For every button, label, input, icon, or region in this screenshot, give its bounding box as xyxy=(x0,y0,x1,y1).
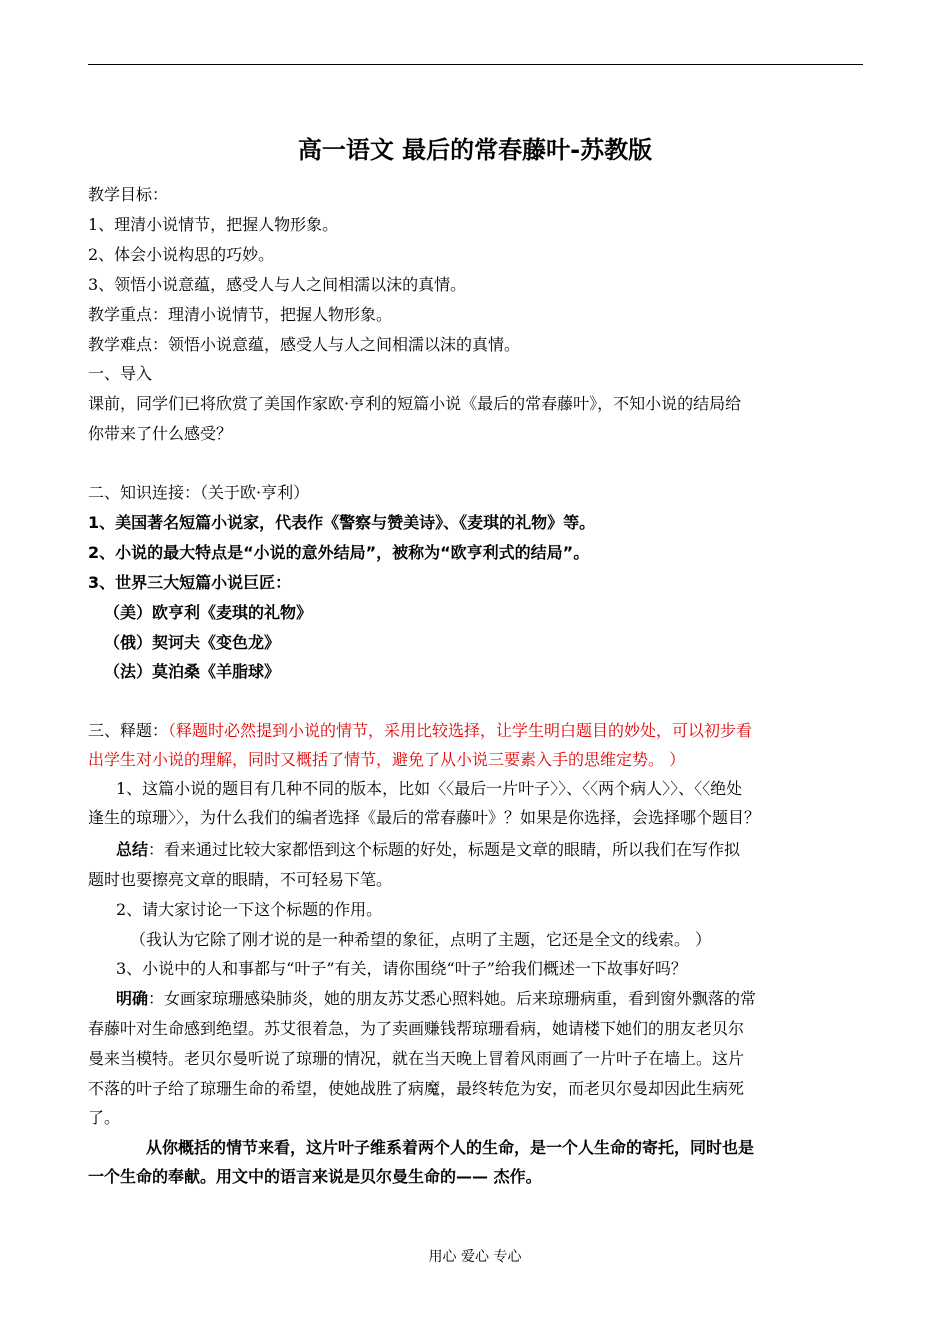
section2-heading: 二、知识连接：（关于欧·亨利） xyxy=(88,483,310,502)
section3-note-line2: 出学生对小说的理解，同时又概括了情节，避免了从小说三要素入手的思维定势。 ） xyxy=(88,750,686,769)
clarify-line1 xyxy=(116,987,864,1011)
clarify-label: 明确 xyxy=(116,989,149,1008)
section1-heading: 一、导入 xyxy=(88,364,153,383)
goal-item-3: 3、领悟小说意蕴，感受人与人之间相濡以沫的真情。 xyxy=(88,275,467,294)
page-title: 高一语文 最后的常春藤叶-苏教版 xyxy=(297,136,653,164)
clarify-line3: 曼来当模特。老贝尔曼听说了琼珊的情况，就在当天晚上冒着风雨画了一片叶子在墙上。这片 xyxy=(88,1049,745,1068)
summary-line2: 题时也要擦亮文章的眼睛，不可轻易下笔。 xyxy=(88,870,393,889)
summary-label: 总结 xyxy=(116,840,149,859)
page-footer: 用心 爱心 专心 xyxy=(428,1249,522,1265)
section3-heading-line xyxy=(88,719,864,743)
question1-line2: 逢生的琼珊〉〉，为什么我们的编者选择《最后的常春藤叶》？如果是你选择，会选择哪个题目？ xyxy=(88,808,761,827)
question1-line1: 1、这篇小说的题目有几种不同的版本，比如〈〈最后一片叶子〉〉、〈〈两个病人〉〉、〈〈绝处 xyxy=(116,779,743,798)
header-rule xyxy=(88,64,863,65)
section1-text-line1: 课前，同学们已将欣赏了美国作家欧·亨利的短篇小说《最后的常春藤叶》，不知小说的结局给 xyxy=(88,394,742,413)
clarify-line4: 不落的叶子给了琼珊生命的希望，使她战胜了病魔，最终转危为安，而老贝尔曼却因此生病死 xyxy=(88,1079,745,1098)
master-1: （美）欧亨利《麦琪的礼物》 xyxy=(104,603,313,622)
section2-item-3: 3、世界三大短篇小说巨匠： xyxy=(88,573,292,592)
summary-line1 xyxy=(116,838,864,862)
master-3: （法）莫泊桑《羊脂球》 xyxy=(104,662,281,681)
question3: 3、小说中的人和事都与“叶子”有关，请你围绕“叶子”给我们概述一下故事好吗？ xyxy=(116,959,687,978)
section2-item-2: 2、小说的最大特点是“小说的意外结局”，被称为“欧亨利式的结局”。 xyxy=(88,543,590,562)
goals-heading: 教学目标： xyxy=(88,185,169,204)
section3-note-line1: （释题时必然提到小说的情节，采用比较选择，让学生明白题目的妙处，可以初步看 xyxy=(168,721,753,740)
conclusion-line1: 从你概括的情节来看，这片叶子维系着两个人的生命，是一个人生命的寄托，同时也是 xyxy=(146,1138,755,1157)
clarify-text: ：女画家琼珊感染肺炎，她的朋友苏艾悉心照料她。后来琼珊病重，看到窗外飘落的常 xyxy=(148,989,757,1008)
question2: 2、请大家讨论一下这个标题的作用。 xyxy=(116,900,383,919)
section2-item-1: 1、美国著名短篇小说家，代表作《警察与赞美诗》、《麦琪的礼物》等。 xyxy=(88,513,596,532)
question2-answer: （我认为它除了刚才说的是一种希望的象征，点明了主题，它还是全文的线索。 ） xyxy=(130,930,712,949)
section1-text-line2: 你带来了什么感受？ xyxy=(88,424,233,443)
summary-text: ：看来通过比较大家都悟到这个标题的好处，标题是文章的眼睛，所以我们在写作拟 xyxy=(148,840,741,859)
goal-item-2: 2、体会小说构思的巧妙。 xyxy=(88,245,275,264)
goal-item-1: 1、理清小说情节，把握人物形象。 xyxy=(88,215,339,234)
master-2: （俄）契诃夫《变色龙》 xyxy=(104,633,281,652)
clarify-line5: 了。 xyxy=(88,1108,121,1127)
key-point: 教学重点：理清小说情节，把握人物形象。 xyxy=(88,305,393,324)
clarify-line2: 春藤叶对生命感到绝望。苏艾很着急，为了卖画赚钱帮琼珊看病，她请楼下她们的朋友老贝尔 xyxy=(88,1019,745,1038)
section3-heading: 三、释题： xyxy=(88,721,169,740)
conclusion-line2: 一个生命的奉献。用文中的语言来说是贝尔曼生命的—— 杰作。 xyxy=(88,1167,542,1186)
difficulty: 教学难点：领悟小说意蕴，感受人与人之间相濡以沫的真情。 xyxy=(88,335,521,354)
